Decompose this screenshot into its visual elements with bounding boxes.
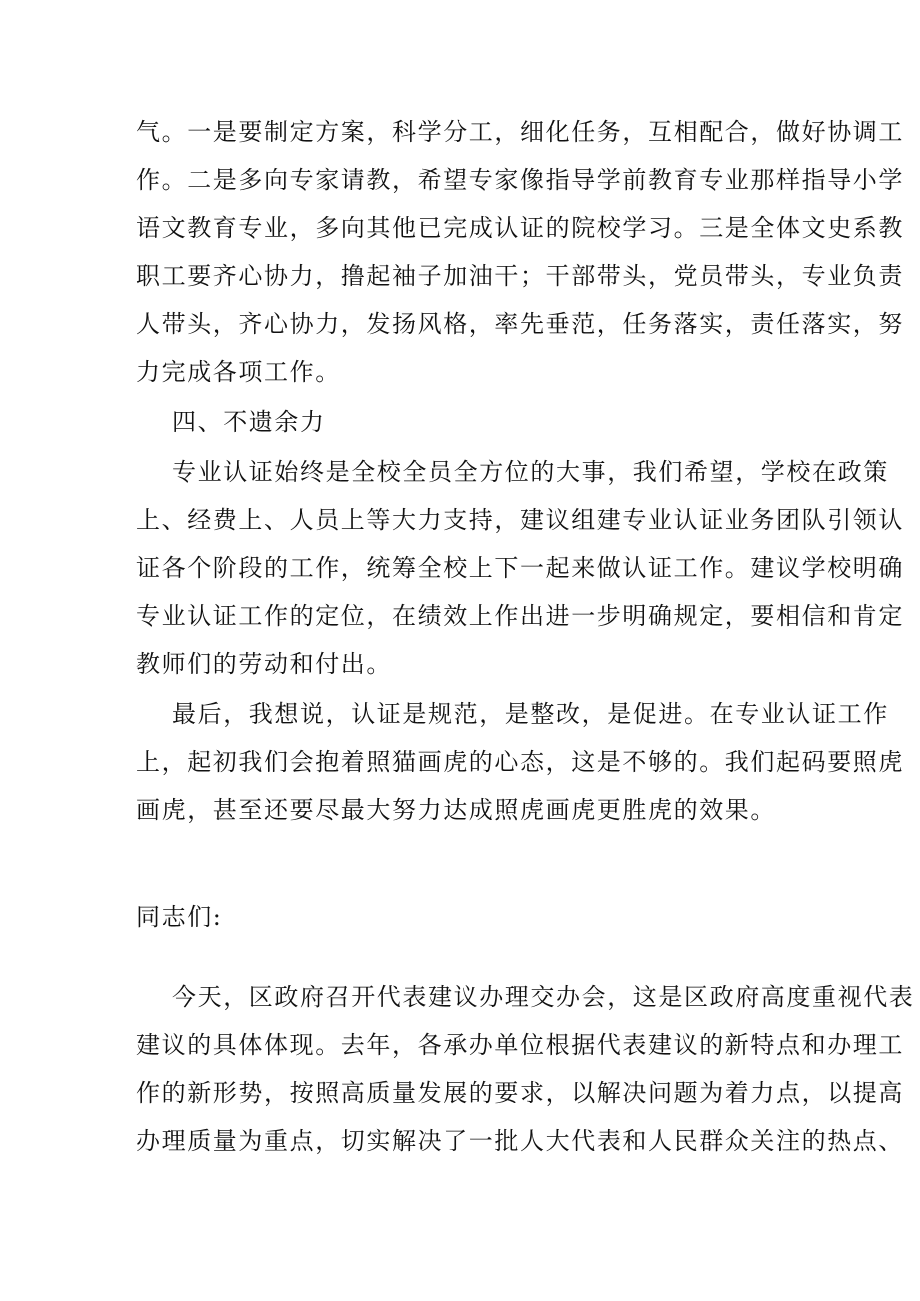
paragraph-line: 上，起初我们会抱着照猫画虎的心态，这是不够的。我们起码要照虎 (136, 748, 904, 776)
paragraph-line: 职工要齐心协力，撸起袖子加油干；干部带头，党员带头，专业负责 (136, 262, 904, 290)
paragraph-line: 专业认证始终是全校全员全方位的大事，我们希望，学校在政策 (172, 458, 889, 486)
paragraph-line: 建议的具体体现。去年，各承办单位根据代表建议的新特点和办理工 (136, 1031, 904, 1059)
paragraph-line: 画虎，甚至还要尽最大努力达成照虎画虎更胜虎的效果。 (136, 796, 776, 824)
paragraph-line: 人带头，齐心协力，发扬风格，率先垂范，任务落实，责任落实，努 (136, 310, 904, 338)
salutation: 同志们: (136, 903, 223, 931)
paragraph-line: 作。二是多向专家请教，希望专家像指导学前教育专业那样指导小学 (136, 166, 904, 194)
paragraph-line: 作的新形势，按照高质量发展的要求，以解决问题为着力点，以提高 (136, 1079, 904, 1107)
paragraph-line: 语文教育专业，多向其他已完成认证的院校学习。三是全体文史系教 (136, 214, 904, 242)
paragraph-line: 上、经费上、人员上等大力支持，建议组建专业认证业务团队引领认 (136, 506, 904, 534)
paragraph-line: 专业认证工作的定位，在绩效上作出进一步明确规定，要相信和肯定 (136, 602, 904, 630)
paragraph-line: 最后，我想说，认证是规范，是整改，是促进。在专业认证工作 (172, 700, 889, 728)
paragraph-line: 力完成各项工作。 (136, 358, 341, 386)
paragraph-line: 办理质量为重点，切实解决了一批人大代表和人民群众关注的热点、 (136, 1127, 904, 1155)
paragraph-line: 气。一是要制定方案，科学分工，细化任务，互相配合，做好协调工 (136, 118, 904, 146)
paragraph-line: 今天，区政府召开代表建议办理交办会，这是区政府高度重视代表 (172, 983, 915, 1011)
section-heading: 四、不遗余力 (172, 408, 326, 436)
paragraph-line: 证各个阶段的工作，统筹全校上下一起来做认证工作。建议学校明确 (136, 554, 904, 582)
paragraph-line: 教师们的劳动和付出。 (136, 650, 392, 678)
